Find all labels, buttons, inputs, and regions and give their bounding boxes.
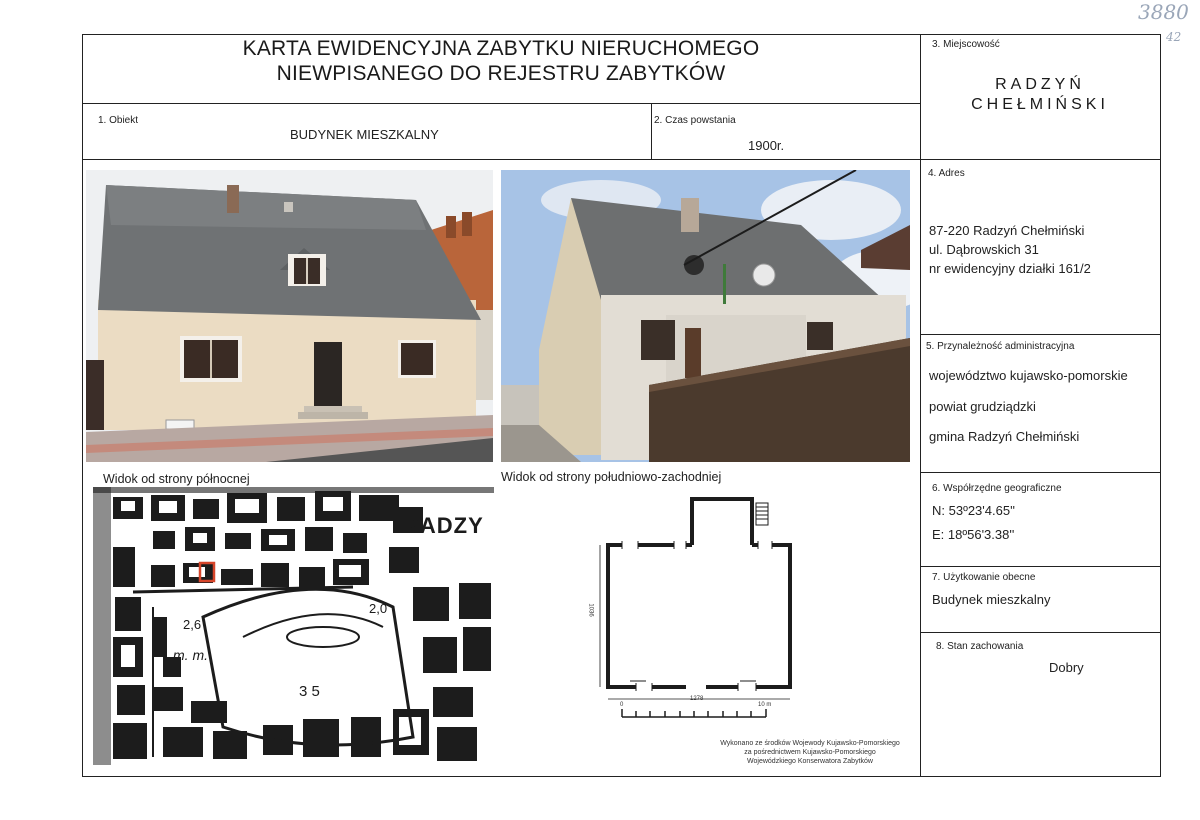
credit-line1: Wykonano ze środków Wojewody Kujawsko-Pomorskiego <box>720 740 900 747</box>
address-line2: ul. Dąbrowskich 31 <box>929 242 1039 257</box>
credit-line3: Wojewódzkiego Konserwatora Zabytków <box>747 758 873 765</box>
condition-value: Dobry <box>1049 660 1084 675</box>
coords-north: N: 53º23'4.65'' <box>932 503 1016 518</box>
plan-dim-horizontal: 1278 <box>690 696 704 702</box>
floor-plan <box>587 495 805 725</box>
caption-southwest: Widok od strony południowo-zachodniej <box>501 470 722 484</box>
cadastral-map <box>93 487 494 765</box>
divider-title <box>82 103 920 104</box>
admin-label: 5. Przynależność administracyjna <box>926 341 1075 352</box>
usage-value: Budynek mieszkalny <box>932 592 1051 607</box>
map-letters: m. m. <box>173 647 208 663</box>
town-line2: CHEŁMIŃSKI <box>971 96 1109 113</box>
photo-north-view <box>86 170 493 462</box>
town-label: 3. Miejscowość <box>932 39 1000 50</box>
admin-line3: gmina Radzyń Chełmiński <box>929 429 1080 444</box>
map-number-2: 2,0 <box>369 601 388 616</box>
condition-label: 8. Stan zachowania <box>936 641 1024 652</box>
address-label: 4. Adres <box>928 168 965 179</box>
object-label: 1. Obiekt <box>98 115 139 126</box>
divider-date <box>651 103 652 160</box>
archive-number: 3880 <box>1138 0 1189 24</box>
frame-bottom <box>82 776 1161 777</box>
coords-label: 6. Współrzędne geograficzne <box>932 483 1062 494</box>
divider-header <box>82 159 1161 160</box>
town-line1: RADZYŃ <box>995 76 1085 93</box>
card-title-line1: KARTA EWIDENCYJNA ZABYTKU NIERUCHOMEGO <box>242 37 760 60</box>
admin-line2: powiat grudziądzki <box>929 399 1036 414</box>
credit-note <box>690 739 930 766</box>
credit-line2: za pośrednictwem Kujawsko-Pomorskiego <box>744 749 876 756</box>
card-title <box>82 36 920 86</box>
frame-right <box>1160 34 1161 777</box>
scale-zero: 0 <box>620 702 624 708</box>
photo-southwest-view <box>501 170 910 462</box>
caption-north: Widok od strony północnej <box>103 472 250 486</box>
map-town-label: RADZY <box>403 513 484 538</box>
scale-ten: 10 m <box>758 702 772 708</box>
archive-subnumber: 42 <box>1166 30 1182 44</box>
date-label: 2. Czas powstania <box>654 115 736 126</box>
divider-usage <box>920 632 1161 633</box>
date-value: 1900r. <box>748 138 785 153</box>
map-number-3: 3 5 <box>299 683 320 700</box>
object-value: BUDYNEK MIESZKALNY <box>290 127 439 142</box>
town-value <box>920 75 1160 115</box>
divider-admin <box>920 472 1161 473</box>
divider-column <box>920 34 921 777</box>
frame-left <box>82 34 83 777</box>
coords-east: E: 18º56'3.38'' <box>932 527 1015 542</box>
address-line1: 87-220 Radzyń Chełmiński <box>929 223 1085 238</box>
divider-coords <box>920 566 1161 567</box>
address-line3: nr ewidencyjny działki 161/2 <box>929 261 1091 276</box>
frame-top <box>82 34 1161 35</box>
map-number-1: 2,6 <box>183 617 202 632</box>
admin-line1: województwo kujawsko-pomorskie <box>929 368 1128 383</box>
plan-dim-vertical: 1036 <box>587 603 594 617</box>
address-block <box>929 221 1091 278</box>
divider-address <box>920 334 1161 335</box>
usage-label: 7. Użytkowanie obecne <box>932 572 1036 583</box>
card-title-line2: NIEWPISANEGO DO REJESTRU ZABYTKÓW <box>276 62 726 85</box>
